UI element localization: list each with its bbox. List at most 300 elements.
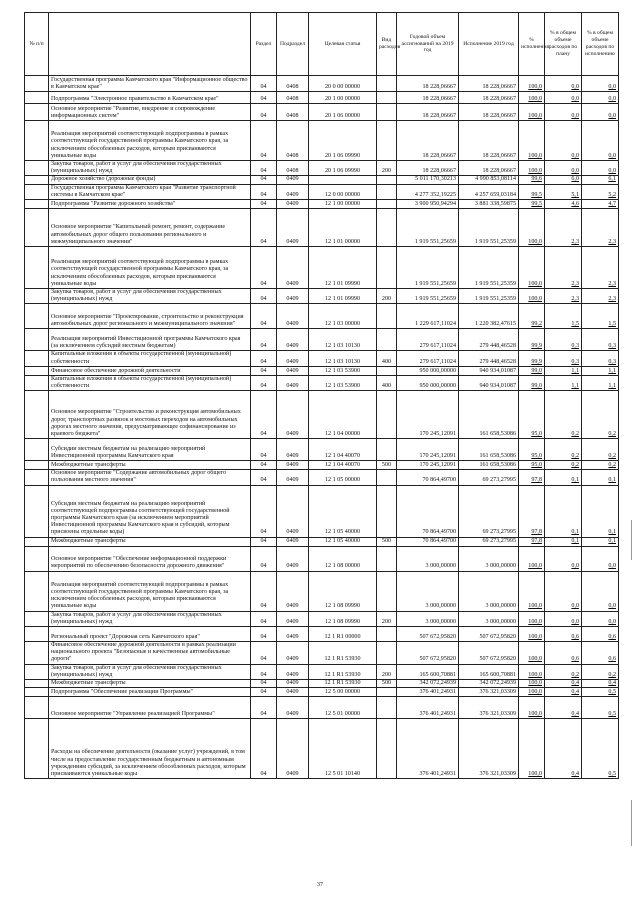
cell-razdel: 04 bbox=[251, 537, 277, 546]
cell-fact: 376 321,03309 bbox=[459, 688, 519, 697]
table-row bbox=[25, 664, 619, 679]
cell-share-fact: 0,5 bbox=[582, 688, 619, 697]
cell-plan: 3 000,00000 bbox=[397, 611, 459, 626]
cell-podrazdel: 0409 bbox=[277, 391, 309, 439]
cell-no bbox=[25, 366, 49, 375]
cell-no bbox=[25, 351, 49, 366]
cell-plan: 18 228,06667 bbox=[397, 104, 459, 121]
cell-fact: 3 000,00000 bbox=[459, 571, 519, 611]
cell-share-fact: 0,1 bbox=[582, 470, 619, 485]
cell-razdel: 04 bbox=[251, 209, 277, 247]
cell-razdel: 04 bbox=[251, 304, 277, 329]
cell-share-plan: 0,3 bbox=[545, 329, 582, 351]
cell-no bbox=[25, 176, 49, 184]
header-name bbox=[49, 13, 251, 76]
cell-pct: 99,0 bbox=[519, 375, 545, 390]
cell-share-plan: 0,4 bbox=[545, 697, 582, 719]
table-row bbox=[25, 329, 619, 351]
cell-share-fact: 0,0 bbox=[582, 104, 619, 121]
cell-podrazdel: 0409 bbox=[277, 289, 309, 304]
cell-plan: 165 600,70881 bbox=[397, 664, 459, 679]
budget-table-sheet bbox=[24, 12, 618, 779]
cell-razdel: 04 bbox=[251, 611, 277, 626]
cell-vr bbox=[377, 697, 397, 719]
cell-share-fact: 1,5 bbox=[582, 304, 619, 329]
cell-fact: 3 000,00000 bbox=[459, 546, 519, 571]
cell-csr: 12 1 01 00000 bbox=[309, 209, 377, 247]
cell-no bbox=[25, 92, 49, 104]
cell-share-plan: 2,3 bbox=[545, 209, 582, 247]
cell-no bbox=[25, 664, 49, 679]
cell-podrazdel: 0409 bbox=[277, 642, 309, 665]
table-row bbox=[25, 439, 619, 461]
cell-podrazdel: 0408 bbox=[277, 76, 309, 92]
cell-vr: 200 bbox=[377, 289, 397, 304]
cell-plan: 1 919 551,25659 bbox=[397, 247, 459, 289]
cell-pct: 99,5 bbox=[519, 200, 545, 209]
cell-share-plan: 0,6 bbox=[545, 642, 582, 665]
cell-vr bbox=[377, 92, 397, 104]
cell-vr bbox=[377, 184, 397, 199]
cell-no bbox=[25, 161, 49, 176]
cell-razdel: 04 bbox=[251, 76, 277, 92]
table-row bbox=[25, 161, 619, 176]
table-row bbox=[25, 719, 619, 779]
cell-share-plan: 0,1 bbox=[545, 485, 582, 537]
header-csr: Целевая статья bbox=[309, 13, 377, 76]
cell-share-fact: 0,0 bbox=[582, 571, 619, 611]
cell-pct: 100,0 bbox=[519, 209, 545, 247]
cell-razdel: 04 bbox=[251, 470, 277, 485]
cell-vr: 400 bbox=[377, 375, 397, 390]
cell-no bbox=[25, 697, 49, 719]
cell-fact: 4 257 659,03184 bbox=[459, 184, 519, 199]
cell-share-plan: 0,0 bbox=[545, 104, 582, 121]
cell-podrazdel: 0408 bbox=[277, 104, 309, 121]
cell-share-plan: 0,4 bbox=[545, 680, 582, 688]
cell-fact: 18 228,06667 bbox=[459, 161, 519, 176]
cell-razdel: 04 bbox=[251, 161, 277, 176]
cell-podrazdel: 0408 bbox=[277, 161, 309, 176]
cell-csr: 12 1 R1 00000 bbox=[309, 627, 377, 642]
cell-name: Подпрограмма "Обеспечение реализации Программы" bbox=[49, 688, 251, 697]
cell-vr: 500 bbox=[377, 537, 397, 546]
cell-no bbox=[25, 209, 49, 247]
cell-fact: 18 228,06667 bbox=[459, 76, 519, 92]
cell-name: Межбюджетные трансферты bbox=[49, 680, 251, 688]
table-row bbox=[25, 391, 619, 439]
table-row bbox=[25, 697, 619, 719]
cell-pct: 97,8 bbox=[519, 485, 545, 537]
cell-csr: 12 1 04 00000 bbox=[309, 391, 377, 439]
cell-csr: 12 1 05 40000 bbox=[309, 537, 377, 546]
cell-no bbox=[25, 304, 49, 329]
cell-plan: 170 245,12091 bbox=[397, 391, 459, 439]
cell-vr: 500 bbox=[377, 680, 397, 688]
cell-pct: 100,0 bbox=[519, 546, 545, 571]
cell-csr: 12 5 01 00000 bbox=[309, 697, 377, 719]
cell-csr: 20 1 06 09990 bbox=[309, 161, 377, 176]
cell-share-plan: 2,3 bbox=[545, 247, 582, 289]
cell-name: Государственная программа Камчатского края "Информационное общество в Камчатском крае" bbox=[49, 76, 251, 92]
cell-plan: 507 672,95820 bbox=[397, 642, 459, 665]
cell-share-fact: 0,2 bbox=[582, 439, 619, 461]
cell-razdel: 04 bbox=[251, 329, 277, 351]
cell-plan: 3 900 950,94294 bbox=[397, 200, 459, 209]
cell-razdel: 04 bbox=[251, 104, 277, 121]
cell-pct: 99,0 bbox=[519, 366, 545, 375]
table-row bbox=[25, 209, 619, 247]
cell-plan: 3 000,00000 bbox=[397, 546, 459, 571]
cell-fact: 69 273,27995 bbox=[459, 537, 519, 546]
cell-razdel: 04 bbox=[251, 697, 277, 719]
cell-vr bbox=[377, 176, 397, 184]
cell-plan: 5 011 170,30213 bbox=[397, 176, 459, 184]
cell-vr bbox=[377, 247, 397, 289]
cell-csr: 12 5 01 10140 bbox=[309, 719, 377, 779]
cell-podrazdel: 0409 bbox=[277, 329, 309, 351]
cell-csr: 20 0 00 00000 bbox=[309, 76, 377, 92]
cell-share-fact: 0,0 bbox=[582, 611, 619, 626]
cell-vr bbox=[377, 485, 397, 537]
cell-razdel: 04 bbox=[251, 571, 277, 611]
cell-vr: 200 bbox=[377, 161, 397, 176]
cell-podrazdel: 0409 bbox=[277, 697, 309, 719]
cell-pct: 95,0 bbox=[519, 391, 545, 439]
cell-name: Основное мероприятие "Строительство и реконструкция автомобильных дорог, транспортных развязок и мостовых переходов на автомобильных дорогах местного значения, предусматривающее софинансирование из краевого бюджета" bbox=[49, 391, 251, 439]
cell-share-plan: 0,2 bbox=[545, 461, 582, 470]
cell-fact: 18 228,06667 bbox=[459, 104, 519, 121]
cell-share-fact: 1,1 bbox=[582, 375, 619, 390]
cell-csr: 12 1 04 40070 bbox=[309, 439, 377, 461]
cell-fact: 4 990 853,08114 bbox=[459, 176, 519, 184]
header-no: № п/п bbox=[25, 13, 49, 76]
cell-csr: 12 1 01 09990 bbox=[309, 289, 377, 304]
cell-share-fact: 0,6 bbox=[582, 627, 619, 642]
cell-fact: 279 448,46528 bbox=[459, 351, 519, 366]
cell-podrazdel: 0409 bbox=[277, 247, 309, 289]
cell-plan: 950 000,00000 bbox=[397, 366, 459, 375]
cell-pct: 100,0 bbox=[519, 161, 545, 176]
cell-share-plan: 0,0 bbox=[545, 92, 582, 104]
cell-share-fact: 0,0 bbox=[582, 121, 619, 161]
cell-podrazdel: 0409 bbox=[277, 719, 309, 779]
cell-podrazdel: 0409 bbox=[277, 209, 309, 247]
cell-podrazdel: 0409 bbox=[277, 680, 309, 688]
cell-name: Основное мероприятие "Обеспечение информационной поддержки мероприятий по обеспечению безопасности дорожного движения" bbox=[49, 546, 251, 571]
cell-fact: 1 919 551,25359 bbox=[459, 289, 519, 304]
table-row bbox=[25, 366, 619, 375]
cell-razdel: 04 bbox=[251, 289, 277, 304]
cell-razdel: 04 bbox=[251, 680, 277, 688]
cell-csr: 12 1 00 00000 bbox=[309, 200, 377, 209]
scan-mark bbox=[631, 520, 632, 560]
cell-podrazdel: 0409 bbox=[277, 351, 309, 366]
cell-csr: 20 1 06 09990 bbox=[309, 121, 377, 161]
cell-vr bbox=[377, 571, 397, 611]
cell-name: Межбюджетные трансферты bbox=[49, 537, 251, 546]
cell-pct: 99,9 bbox=[519, 351, 545, 366]
table-body bbox=[25, 76, 619, 779]
cell-pct: 100,0 bbox=[519, 664, 545, 679]
cell-name: Финансовое обеспечение дорожной деятельности в рамках реализации национального проекта "Безопасные и качественные автомобильные дороги" bbox=[49, 642, 251, 665]
cell-razdel: 04 bbox=[251, 176, 277, 184]
cell-no bbox=[25, 627, 49, 642]
cell-pct: 100,0 bbox=[519, 571, 545, 611]
cell-no bbox=[25, 485, 49, 537]
cell-csr: 12 1 08 09990 bbox=[309, 571, 377, 611]
cell-no bbox=[25, 546, 49, 571]
cell-plan: 376 401,24931 bbox=[397, 697, 459, 719]
scan-mark bbox=[631, 800, 632, 846]
cell-no bbox=[25, 329, 49, 351]
cell-no bbox=[25, 289, 49, 304]
cell-plan: 4 277 352,19225 bbox=[397, 184, 459, 199]
cell-fact: 161 658,53086 bbox=[459, 439, 519, 461]
cell-csr: 20 1 00 00000 bbox=[309, 92, 377, 104]
cell-share-plan: 0,2 bbox=[545, 664, 582, 679]
cell-pct: 100,0 bbox=[519, 289, 545, 304]
cell-no bbox=[25, 611, 49, 626]
cell-share-fact: 0,1 bbox=[582, 485, 619, 537]
table-row bbox=[25, 485, 619, 537]
cell-no bbox=[25, 680, 49, 688]
cell-share-fact: 6,1 bbox=[582, 176, 619, 184]
cell-plan: 376 401,24931 bbox=[397, 688, 459, 697]
cell-plan: 279 617,11024 bbox=[397, 351, 459, 366]
cell-csr: 12 1 08 00000 bbox=[309, 546, 377, 571]
cell-share-fact: 5,2 bbox=[582, 184, 619, 199]
table-row bbox=[25, 121, 619, 161]
cell-pct: 99,5 bbox=[519, 184, 545, 199]
cell-share-plan: 5,1 bbox=[545, 184, 582, 199]
cell-csr: 12 1 R1 53930 bbox=[309, 680, 377, 688]
cell-csr: 12 0 00 00000 bbox=[309, 184, 377, 199]
cell-name: Основное мероприятие "Развитие, внедрение и сопровождение информационных систем" bbox=[49, 104, 251, 121]
table-header-row bbox=[25, 13, 619, 76]
cell-share-fact: 0,0 bbox=[582, 76, 619, 92]
cell-name: Межбюджетные трансферты bbox=[49, 461, 251, 470]
cell-name: Субсидии местным бюджетам на реализацию мероприятий соответствующей подпрограммы соответствующей государственной программы Камчатского края (за исключением мероприятий Инвестиционной программы Камчатского края и субсидий, которым присвоены отдельные коды) bbox=[49, 485, 251, 537]
header-pct: % исполнения bbox=[519, 13, 545, 76]
header-share-plan: % в общем объеме расходов по плану bbox=[545, 13, 582, 76]
cell-pct: 100,0 bbox=[519, 247, 545, 289]
header-vr: Вид расходов bbox=[377, 13, 397, 76]
cell-share-fact: 0,6 bbox=[582, 642, 619, 665]
cell-name: Закупка товаров, работ и услуг для обеспечения государственных (муниципальных) нужд bbox=[49, 161, 251, 176]
header-razdel: Раздел bbox=[251, 13, 277, 76]
cell-razdel: 04 bbox=[251, 391, 277, 439]
cell-vr bbox=[377, 366, 397, 375]
cell-pct: 100,0 bbox=[519, 642, 545, 665]
table-row bbox=[25, 104, 619, 121]
cell-podrazdel: 0409 bbox=[277, 537, 309, 546]
cell-no bbox=[25, 184, 49, 199]
cell-share-plan: 0,6 bbox=[545, 627, 582, 642]
cell-podrazdel: 0409 bbox=[277, 200, 309, 209]
cell-vr bbox=[377, 627, 397, 642]
cell-fact: 279 448,46528 bbox=[459, 329, 519, 351]
cell-share-fact: 0,0 bbox=[582, 546, 619, 571]
cell-fact: 161 658,53086 bbox=[459, 461, 519, 470]
cell-share-fact: 0,4 bbox=[582, 680, 619, 688]
cell-share-fact: 2,3 bbox=[582, 209, 619, 247]
cell-podrazdel: 0409 bbox=[277, 470, 309, 485]
cell-vr bbox=[377, 121, 397, 161]
cell-vr bbox=[377, 391, 397, 439]
cell-plan: 170 245,12091 bbox=[397, 439, 459, 461]
cell-razdel: 04 bbox=[251, 719, 277, 779]
cell-no bbox=[25, 461, 49, 470]
cell-fact: 1 919 551,25359 bbox=[459, 247, 519, 289]
cell-no bbox=[25, 719, 49, 779]
header-plan: Годовой объем ассигнований на 2019 год bbox=[397, 13, 459, 76]
cell-csr: 12 1 03 10130 bbox=[309, 351, 377, 366]
cell-share-fact: 0,2 bbox=[582, 664, 619, 679]
cell-plan: 18 228,06667 bbox=[397, 76, 459, 92]
cell-share-plan: 0,3 bbox=[545, 351, 582, 366]
cell-share-fact: 0,0 bbox=[582, 92, 619, 104]
cell-podrazdel: 0409 bbox=[277, 176, 309, 184]
cell-vr bbox=[377, 439, 397, 461]
cell-share-fact: 0,0 bbox=[582, 161, 619, 176]
cell-share-plan: 0,0 bbox=[545, 161, 582, 176]
cell-fact: 18 228,06667 bbox=[459, 121, 519, 161]
cell-pct: 100,0 bbox=[519, 688, 545, 697]
cell-no bbox=[25, 76, 49, 92]
cell-plan: 70 864,49700 bbox=[397, 470, 459, 485]
cell-no bbox=[25, 642, 49, 665]
cell-podrazdel: 0409 bbox=[277, 485, 309, 537]
cell-name: Реализация мероприятий соответствующей подпрограммы в рамках соответствующей государственной программы Камчатского края, за исключением обособленных расходов, которым присваиваются уникальные коды bbox=[49, 571, 251, 611]
cell-name: Реализация мероприятий соответствующей подпрограммы в рамках соответствующей государственной программы Камчатского края, за исключением обособленных расходов, которым присваиваются уникальные коды bbox=[49, 121, 251, 161]
cell-pct: 100,0 bbox=[519, 611, 545, 626]
header-podrazdel: Подраздел bbox=[277, 13, 309, 76]
cell-name: Субсидии местным бюджетам на реализацию мероприятий Инвестиционной программы Камчатского края bbox=[49, 439, 251, 461]
cell-share-plan: 2,3 bbox=[545, 289, 582, 304]
cell-share-plan: 0,0 bbox=[545, 76, 582, 92]
cell-plan: 1 919 551,25659 bbox=[397, 209, 459, 247]
table-row bbox=[25, 304, 619, 329]
cell-plan: 70 864,49700 bbox=[397, 537, 459, 546]
cell-razdel: 04 bbox=[251, 664, 277, 679]
cell-csr: 12 1 03 10130 bbox=[309, 329, 377, 351]
cell-plan: 18 228,06667 bbox=[397, 92, 459, 104]
cell-share-plan: 1,1 bbox=[545, 375, 582, 390]
cell-vr bbox=[377, 104, 397, 121]
cell-podrazdel: 0409 bbox=[277, 184, 309, 199]
cell-name: Закупка товаров, работ и услуг для обеспечения государственных (муниципальных) нужд bbox=[49, 664, 251, 679]
cell-name: Подпрограмма "Электронное правительство в Камчатском крае" bbox=[49, 92, 251, 104]
cell-share-fact: 0,2 bbox=[582, 461, 619, 470]
cell-fact: 165 600,70881 bbox=[459, 664, 519, 679]
cell-fact: 342 072,24939 bbox=[459, 680, 519, 688]
cell-share-plan: 4,6 bbox=[545, 200, 582, 209]
table-row bbox=[25, 642, 619, 665]
cell-plan: 376 401,24931 bbox=[397, 719, 459, 779]
cell-no bbox=[25, 104, 49, 121]
cell-razdel: 04 bbox=[251, 121, 277, 161]
cell-no bbox=[25, 470, 49, 485]
cell-fact: 376 321,03309 bbox=[459, 697, 519, 719]
cell-razdel: 04 bbox=[251, 184, 277, 199]
cell-razdel: 04 bbox=[251, 627, 277, 642]
cell-podrazdel: 0409 bbox=[277, 304, 309, 329]
cell-plan: 1 919 551,25659 bbox=[397, 289, 459, 304]
table-row bbox=[25, 546, 619, 571]
cell-fact: 69 273,27995 bbox=[459, 470, 519, 485]
cell-share-plan: 0,2 bbox=[545, 391, 582, 439]
cell-podrazdel: 0408 bbox=[277, 92, 309, 104]
cell-fact: 3 881 338,59875 bbox=[459, 200, 519, 209]
cell-name: Реализация мероприятий Инвестиционной программы Камчатского края (за исключением субсидий местным бюджетам) bbox=[49, 329, 251, 351]
cell-plan: 507 672,95820 bbox=[397, 627, 459, 642]
cell-no bbox=[25, 375, 49, 390]
cell-csr: 12 1 05 00000 bbox=[309, 470, 377, 485]
table-row bbox=[25, 92, 619, 104]
cell-name: Дорожное хозяйство (дорожные фонды) bbox=[49, 176, 251, 184]
budget-table bbox=[24, 12, 619, 779]
cell-razdel: 04 bbox=[251, 366, 277, 375]
cell-csr: 12 1 05 40000 bbox=[309, 485, 377, 537]
cell-share-fact: 2,3 bbox=[582, 247, 619, 289]
cell-vr bbox=[377, 209, 397, 247]
table-row bbox=[25, 184, 619, 199]
cell-no bbox=[25, 439, 49, 461]
cell-name: Основное мероприятие "Содержание автомобильных дорог общего пользования местного значения" bbox=[49, 470, 251, 485]
cell-csr: 12 1 03 53900 bbox=[309, 366, 377, 375]
cell-share-plan: 0,0 bbox=[545, 121, 582, 161]
cell-fact: 376 321,03309 bbox=[459, 719, 519, 779]
cell-share-fact: 4,7 bbox=[582, 200, 619, 209]
cell-share-plan: 0,1 bbox=[545, 537, 582, 546]
cell-name: Расходы на обеспечение деятельности (оказание услуг) учреждений, в том числе на предоставление государственным бюджетным и автономным учреждениям субсидий, за исключением обособленных расходов, которым присваиваются уникальные коды bbox=[49, 719, 251, 779]
cell-razdel: 04 bbox=[251, 461, 277, 470]
page-number: 37 bbox=[317, 882, 323, 888]
cell-csr bbox=[309, 176, 377, 184]
cell-csr: 12 1 03 00000 bbox=[309, 304, 377, 329]
cell-vr bbox=[377, 304, 397, 329]
cell-razdel: 04 bbox=[251, 200, 277, 209]
cell-pct: 95,0 bbox=[519, 439, 545, 461]
cell-fact: 940 934,01087 bbox=[459, 375, 519, 390]
cell-fact: 18 228,06667 bbox=[459, 92, 519, 104]
cell-plan: 18 228,06667 bbox=[397, 161, 459, 176]
cell-csr: 12 1 04 40070 bbox=[309, 461, 377, 470]
cell-share-fact: 0,1 bbox=[582, 537, 619, 546]
cell-vr bbox=[377, 642, 397, 665]
cell-vr bbox=[377, 329, 397, 351]
cell-csr: 12 5 00 00000 bbox=[309, 688, 377, 697]
cell-csr: 20 1 06 00000 bbox=[309, 104, 377, 121]
cell-plan: 279 617,11024 bbox=[397, 329, 459, 351]
cell-share-plan: 1,1 bbox=[545, 366, 582, 375]
cell-share-fact: 0,3 bbox=[582, 329, 619, 351]
cell-podrazdel: 0409 bbox=[277, 546, 309, 571]
cell-name: Финансовое обеспечение дорожной деятельности bbox=[49, 366, 251, 375]
cell-no bbox=[25, 121, 49, 161]
cell-podrazdel: 0409 bbox=[277, 664, 309, 679]
cell-csr: 12 1 01 09990 bbox=[309, 247, 377, 289]
cell-csr: 12 1 03 53900 bbox=[309, 375, 377, 390]
cell-name: Капитальные вложения в объекты государственной (муниципальной) собственности bbox=[49, 351, 251, 366]
cell-vr: 400 bbox=[377, 351, 397, 366]
cell-share-fact: 2,3 bbox=[582, 289, 619, 304]
cell-name: Государственная программа Камчатского края "Развитие транспортной системы в Камчатском крае" bbox=[49, 184, 251, 199]
cell-fact: 1 919 551,25359 bbox=[459, 209, 519, 247]
cell-pct: 100,0 bbox=[519, 121, 545, 161]
cell-share-plan: 0,2 bbox=[545, 439, 582, 461]
